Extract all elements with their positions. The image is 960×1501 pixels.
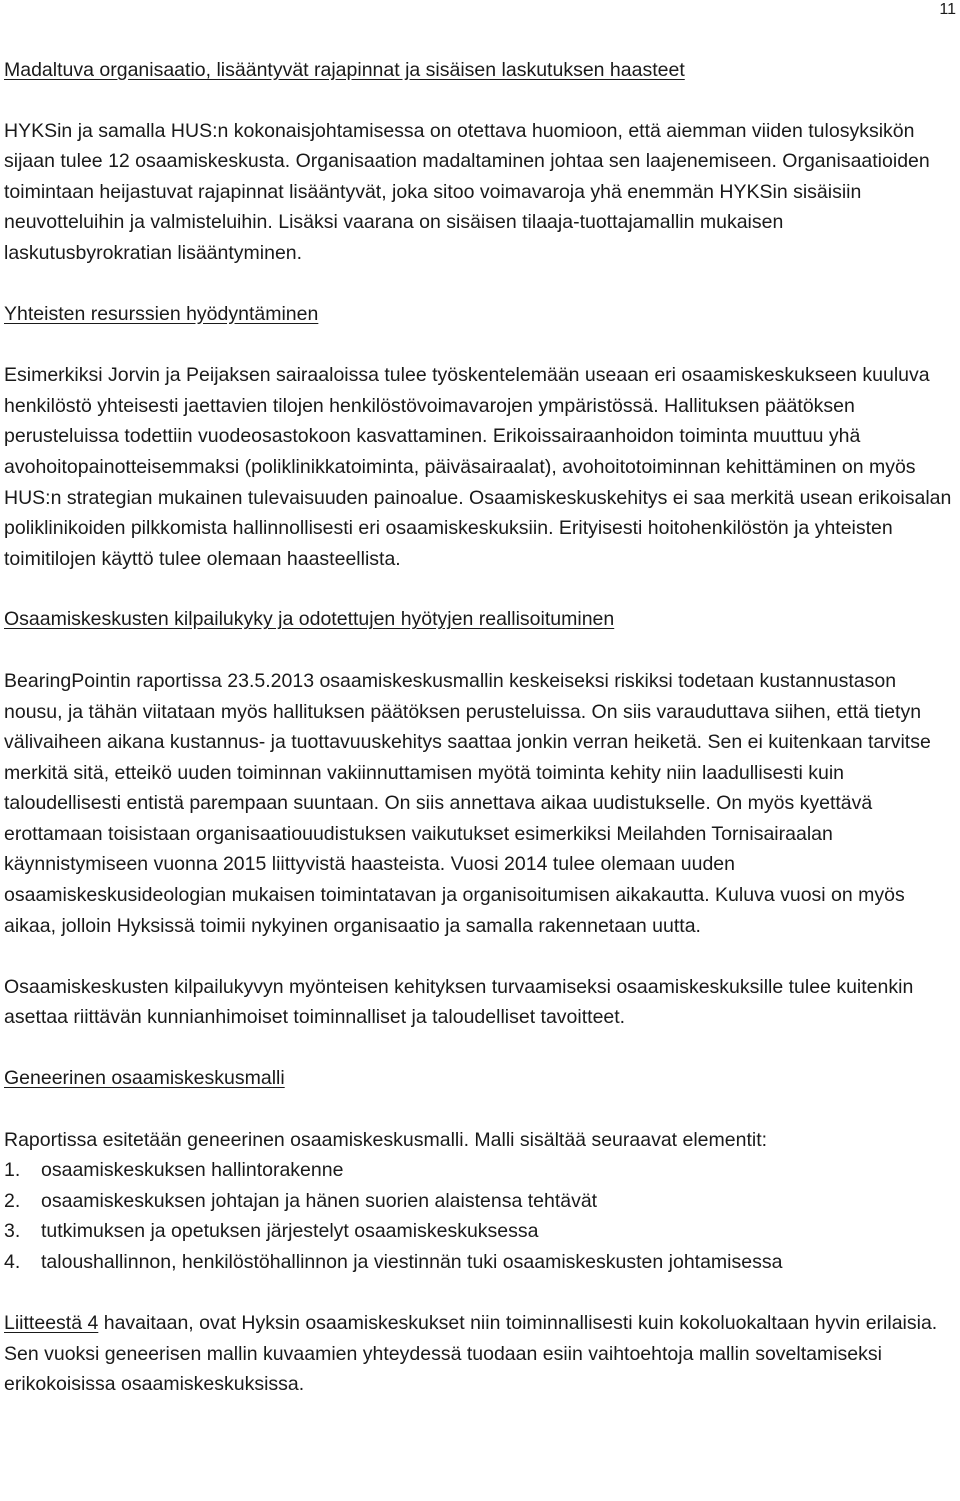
list-item-text: taloushallinnon, henkilöstöhallinnon ja viestinnän tuki osaamiskeskusten johtamisessa xyxy=(41,1251,783,1273)
section-heading-competitiveness: Osaamiskeskusten kilpailukyky ja odotettujen hyötyjen reallisoituminen xyxy=(4,608,615,631)
paragraph-organisation: HYKSin ja samalla HUS:n kokonaisjohtamisessa on otettava huomioon, että aiemman viiden tulosyksikön sijaan tulee 12 osaamiskeskusta. Organisaation madaltaminen johtaa sen laajenemiseen. Organisaatioiden toimintaan heijastuvat rajapinnat lisääntyvät, joka sitoo voimavaroja yhä enemmän HYKSin sisäisiin neuvotteluihin ja valmisteluihin. Lisäksi vaarana on sisäisen tilaaja-tuottajamallin mukaisen laskutusbyrokratian lisääntyminen. xyxy=(4,119,930,264)
paragraph-competitiveness-1: BearingPointin raportissa 23.5.2013 osaamiskeskusmallin keskeiseksi riskiksi todetaan kustannustason nousu, ja tähän viitataan myös hallituksen päätöksen perusteluissa. On siis varauduttava siihen, että tietyn välivaiheen aikana kustannus- ja tuottavuuskehitys saattaa jonkin verran heiketä. Sen ei kuitenkaan tarvitse merkitä sitä, etteikö uuden toiminnan vakiinnuttamisen myötä toiminta kehity niin laadullisesti kuin taloudellisesti entistä parempaan suuntaan. On siis annettava aikaa uudistukselle. On myös kyettävä erottamaan toisistaan organisaatiouudistuksen vaikutukset esimerkiksi Meilahden Tornisairaalan käynnistymiseen vuonna 2015 liittyvistä haasteista. Vuosi 2014 tulee olemaan uuden osaamiskeskusideologian mukaisen toimintatavan ja organisoitumisen aikakautta. Kuluva vuosi on myös aikaa, jolloin Hyksissä toimii nykyinen organisaatio ja samalla rakennetaan uutta. xyxy=(4,669,931,937)
paragraph-competitiveness-2: Osaamiskeskusten kilpailukyvyn myönteisen kehityksen turvaamiseksi osaamiskeskuksille tulee kuitenkin asettaa riittävän kunnianhimoiset toiminnalliset ja taloudelliset tavoitteet. xyxy=(4,975,914,1029)
page-number: 11 xyxy=(939,1,956,18)
paragraph-generic-model-intro: Raportissa esitetään geneerinen osaamiskeskusmalli. Malli sisältää seuraavat elementit: xyxy=(4,1128,768,1151)
list-item xyxy=(4,1155,954,1186)
section-heading-organisation: Madaltuva organisaatio, lisääntyvät rajapinnat ja sisäisen laskutuksen haasteet xyxy=(4,59,685,81)
list-item-number: 3. xyxy=(4,1220,21,1243)
document-body xyxy=(4,55,954,1400)
section-heading-generic-model: Geneerinen osaamiskeskusmalli xyxy=(4,1067,285,1090)
appendix-4-link[interactable]: Liitteestä 4 xyxy=(4,1312,99,1335)
list-item xyxy=(4,1216,954,1247)
list-item-text: osaamiskeskuksen hallintorakenne xyxy=(41,1159,344,1182)
paragraph-resources: Esimerkiksi Jorvin ja Peijaksen sairaaloissa tulee työskentelemään useaan eri osaamiskeskukseen kuuluva henkilöstö yhteisesti jaettavien tilojen henkilöstövoimavarojen ympäristössä. Hallituksen päätöksen perusteluissa todettiin vuodeosastokoon kasvattaminen. Erikoissairaanhoidon toiminta muuttuu yhä avohoitopainotteisemmaksi (poliklinikkatoiminta, päiväsairaalat), avohoitotoiminnan kehittäminen on myös HUS:n strategian mukainen tulevaisuuden painoalue. Osaamiskeskuskehitys ei saa merkitä usean erikoisalan poliklinikoiden pilkkomista hallinnollisesti eri osaamiskeskuksiin. Erityisesti hoitohenkilöstön ja yhteisten toimitilojen käyttö tulee olemaan haasteellista. xyxy=(4,364,952,570)
closing-text: havaitaan, ovat Hyksin osaamiskeskukset niin toiminnallisesti kuin kokoluokaltaan hyvin erilaisia. Sen vuoksi geneerisen mallin kuvaamien yhteydessä tuodaan esiin vaihtoehtoja mallin soveltamiseksi erikokoisissa osaamiskeskuksissa. xyxy=(4,1312,938,1396)
list-item xyxy=(4,1247,954,1278)
list-item-number: 1. xyxy=(4,1159,21,1182)
paragraph-generic-model-closing xyxy=(4,1308,954,1400)
section-heading-resources: Yhteisten resurssien hyödyntäminen xyxy=(4,302,319,325)
list-item xyxy=(4,1186,954,1217)
list-item-text: osaamiskeskuksen johtajan ja hänen suorien alaistensa tehtävät xyxy=(41,1189,598,1212)
list-item-number: 2. xyxy=(4,1189,21,1212)
model-elements-list xyxy=(4,1155,954,1277)
list-item-text: tutkimuksen ja opetuksen järjestelyt osaamiskeskuksessa xyxy=(41,1220,539,1243)
list-item-number: 4. xyxy=(4,1251,21,1273)
